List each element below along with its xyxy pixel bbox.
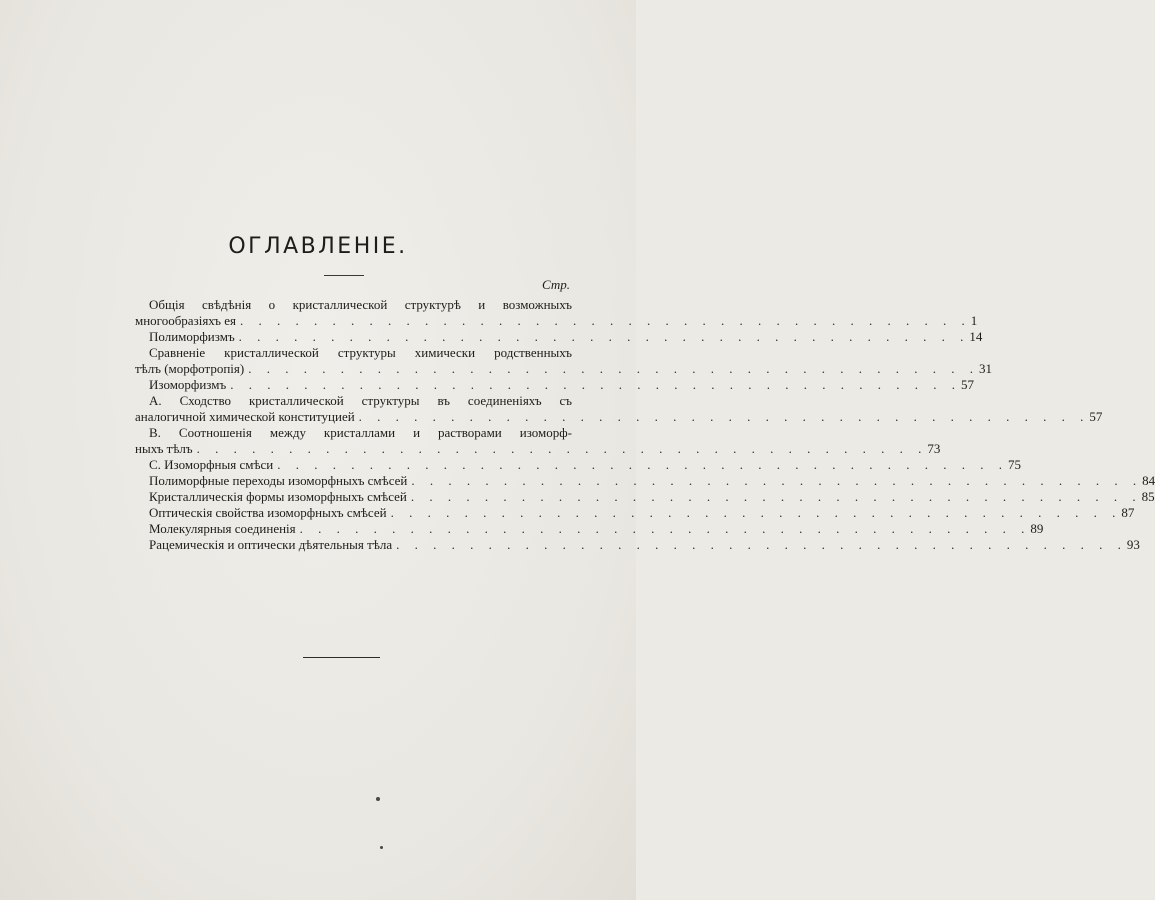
toc-entry: [135, 537, 1140, 553]
dot-leader: . . . . . . . . . . . . . . . . . . . . . . . . . . . . . . . . . . . . . . . .: [299, 521, 1031, 536]
dot-leader: . . . . . . . . . . . . . . . . . . . . . . . . . . . . . . . . . . . . . . . .: [240, 313, 971, 328]
toc-entry-text: Полиморфизмъ: [149, 329, 235, 344]
toc-entry-text: ныхъ тѣлъ: [135, 441, 193, 456]
toc-entry: [135, 425, 941, 457]
toc-page-number: 14: [969, 329, 983, 344]
toc-page-number: 57: [960, 377, 974, 392]
dot-leader: . . . . . . . . . . . . . . . . . . . . . . . . . . . . . . . . . . . . . . . .: [196, 441, 928, 456]
toc-page-number: 73: [927, 441, 941, 456]
dot-leader: . . . . . . . . . . . . . . . . . . . . . . . . . . . . . . . . . . . . . . . .: [390, 505, 1122, 520]
toc-entry-text: аналогичной химической конституцией: [135, 409, 355, 424]
dot-leader: . . . . . . . . . . . . . . . . . . . . . . . . . . . . . . . . . . . . . . . .: [396, 537, 1127, 552]
dot-leader: . . . . . . . . . . . . . . . . . . . . . . . . . . . . . . . . . . . . . . . .: [410, 489, 1142, 504]
dot-leader: . . . . . . . . . . . . . . . . . . . . . . . . . . . . . . . . . . . . . . . .: [230, 377, 961, 392]
toc-entry: [135, 377, 974, 393]
toc-entry-text: Молекулярныя соединенія: [149, 521, 296, 536]
toc-entry-text: А. Сходство кристаллической структуры въ соединеніяхъ съ: [149, 393, 572, 408]
page-title: ОГЛАВЛЕНІЕ.: [228, 234, 408, 259]
paper-speck: [376, 797, 380, 801]
toc-entry-text: Общія свѣдѣнія о кристаллической структурѣ и возможныхъ: [149, 297, 572, 312]
toc-page-number: 87: [1121, 505, 1135, 520]
toc-page-number: 84: [1142, 473, 1155, 488]
dot-leader: . . . . . . . . . . . . . . . . . . . . . . . . . . . . . . . . . . . . . . . .: [238, 329, 970, 344]
paper-speck: [380, 846, 383, 849]
toc-entry: [135, 345, 992, 377]
toc-entry-text: Кристаллическія формы изоморфныхъ смѣсей: [149, 489, 407, 504]
toc-entry-text: Рацемическія и оптически дѣятельныя тѣла: [149, 537, 393, 552]
toc-page-number: 1: [970, 313, 978, 328]
dot-leader: . . . . . . . . . . . . . . . . . . . . . . . . . . . . . . . . . . . . . . . .: [358, 409, 1090, 424]
title-divider: [324, 275, 364, 276]
toc-entry-text: В. Соотношенія между кристаллами и растворами изоморф-: [149, 425, 572, 440]
toc-entry: [135, 393, 1103, 425]
table-of-contents: [135, 297, 1155, 553]
toc-entry: [135, 521, 1044, 537]
toc-entry: [135, 489, 1155, 505]
toc-page-number: 57: [1089, 409, 1103, 424]
toc-entry-text: С. Изоморфныя смѣси: [149, 457, 274, 472]
toc-entry-text: тѣлъ (морфотропія): [135, 361, 245, 376]
toc-page-number: 89: [1030, 521, 1044, 536]
toc-entry-text: Сравненіе кристаллической структуры химически родственныхъ: [149, 345, 572, 360]
toc-entry: [135, 473, 1155, 489]
toc-entry: [135, 505, 1135, 521]
toc-entry-text: многообразіяхъ ея: [135, 313, 237, 328]
dot-leader: . . . . . . . . . . . . . . . . . . . . . . . . . . . . . . . . . . . . . . . .: [277, 457, 1008, 472]
toc-entry: [135, 297, 978, 329]
toc-page-number: 31: [978, 361, 992, 376]
toc-entry-text: Изоморфизмъ: [149, 377, 227, 392]
toc-entry-text: Оптическія свойства изоморфныхъ смѣсей: [149, 505, 387, 520]
toc-entry: [135, 329, 983, 345]
toc-entry-text: Полиморфные переходы изоморфныхъ смѣсей: [149, 473, 408, 488]
page-column-label: Стр.: [542, 277, 570, 292]
dot-leader: . . . . . . . . . . . . . . . . . . . . . . . . . . . . . . . . . . . . . . . .: [248, 361, 979, 376]
toc-page-number: 93: [1126, 537, 1140, 552]
toc-page-number: 85: [1141, 489, 1155, 504]
toc-entry: [135, 457, 1021, 473]
dot-leader: . . . . . . . . . . . . . . . . . . . . . . . . . . . . . . . . . . . . . . . .: [411, 473, 1143, 488]
toc-page-number: 75: [1007, 457, 1021, 472]
closing-divider: [303, 657, 380, 658]
